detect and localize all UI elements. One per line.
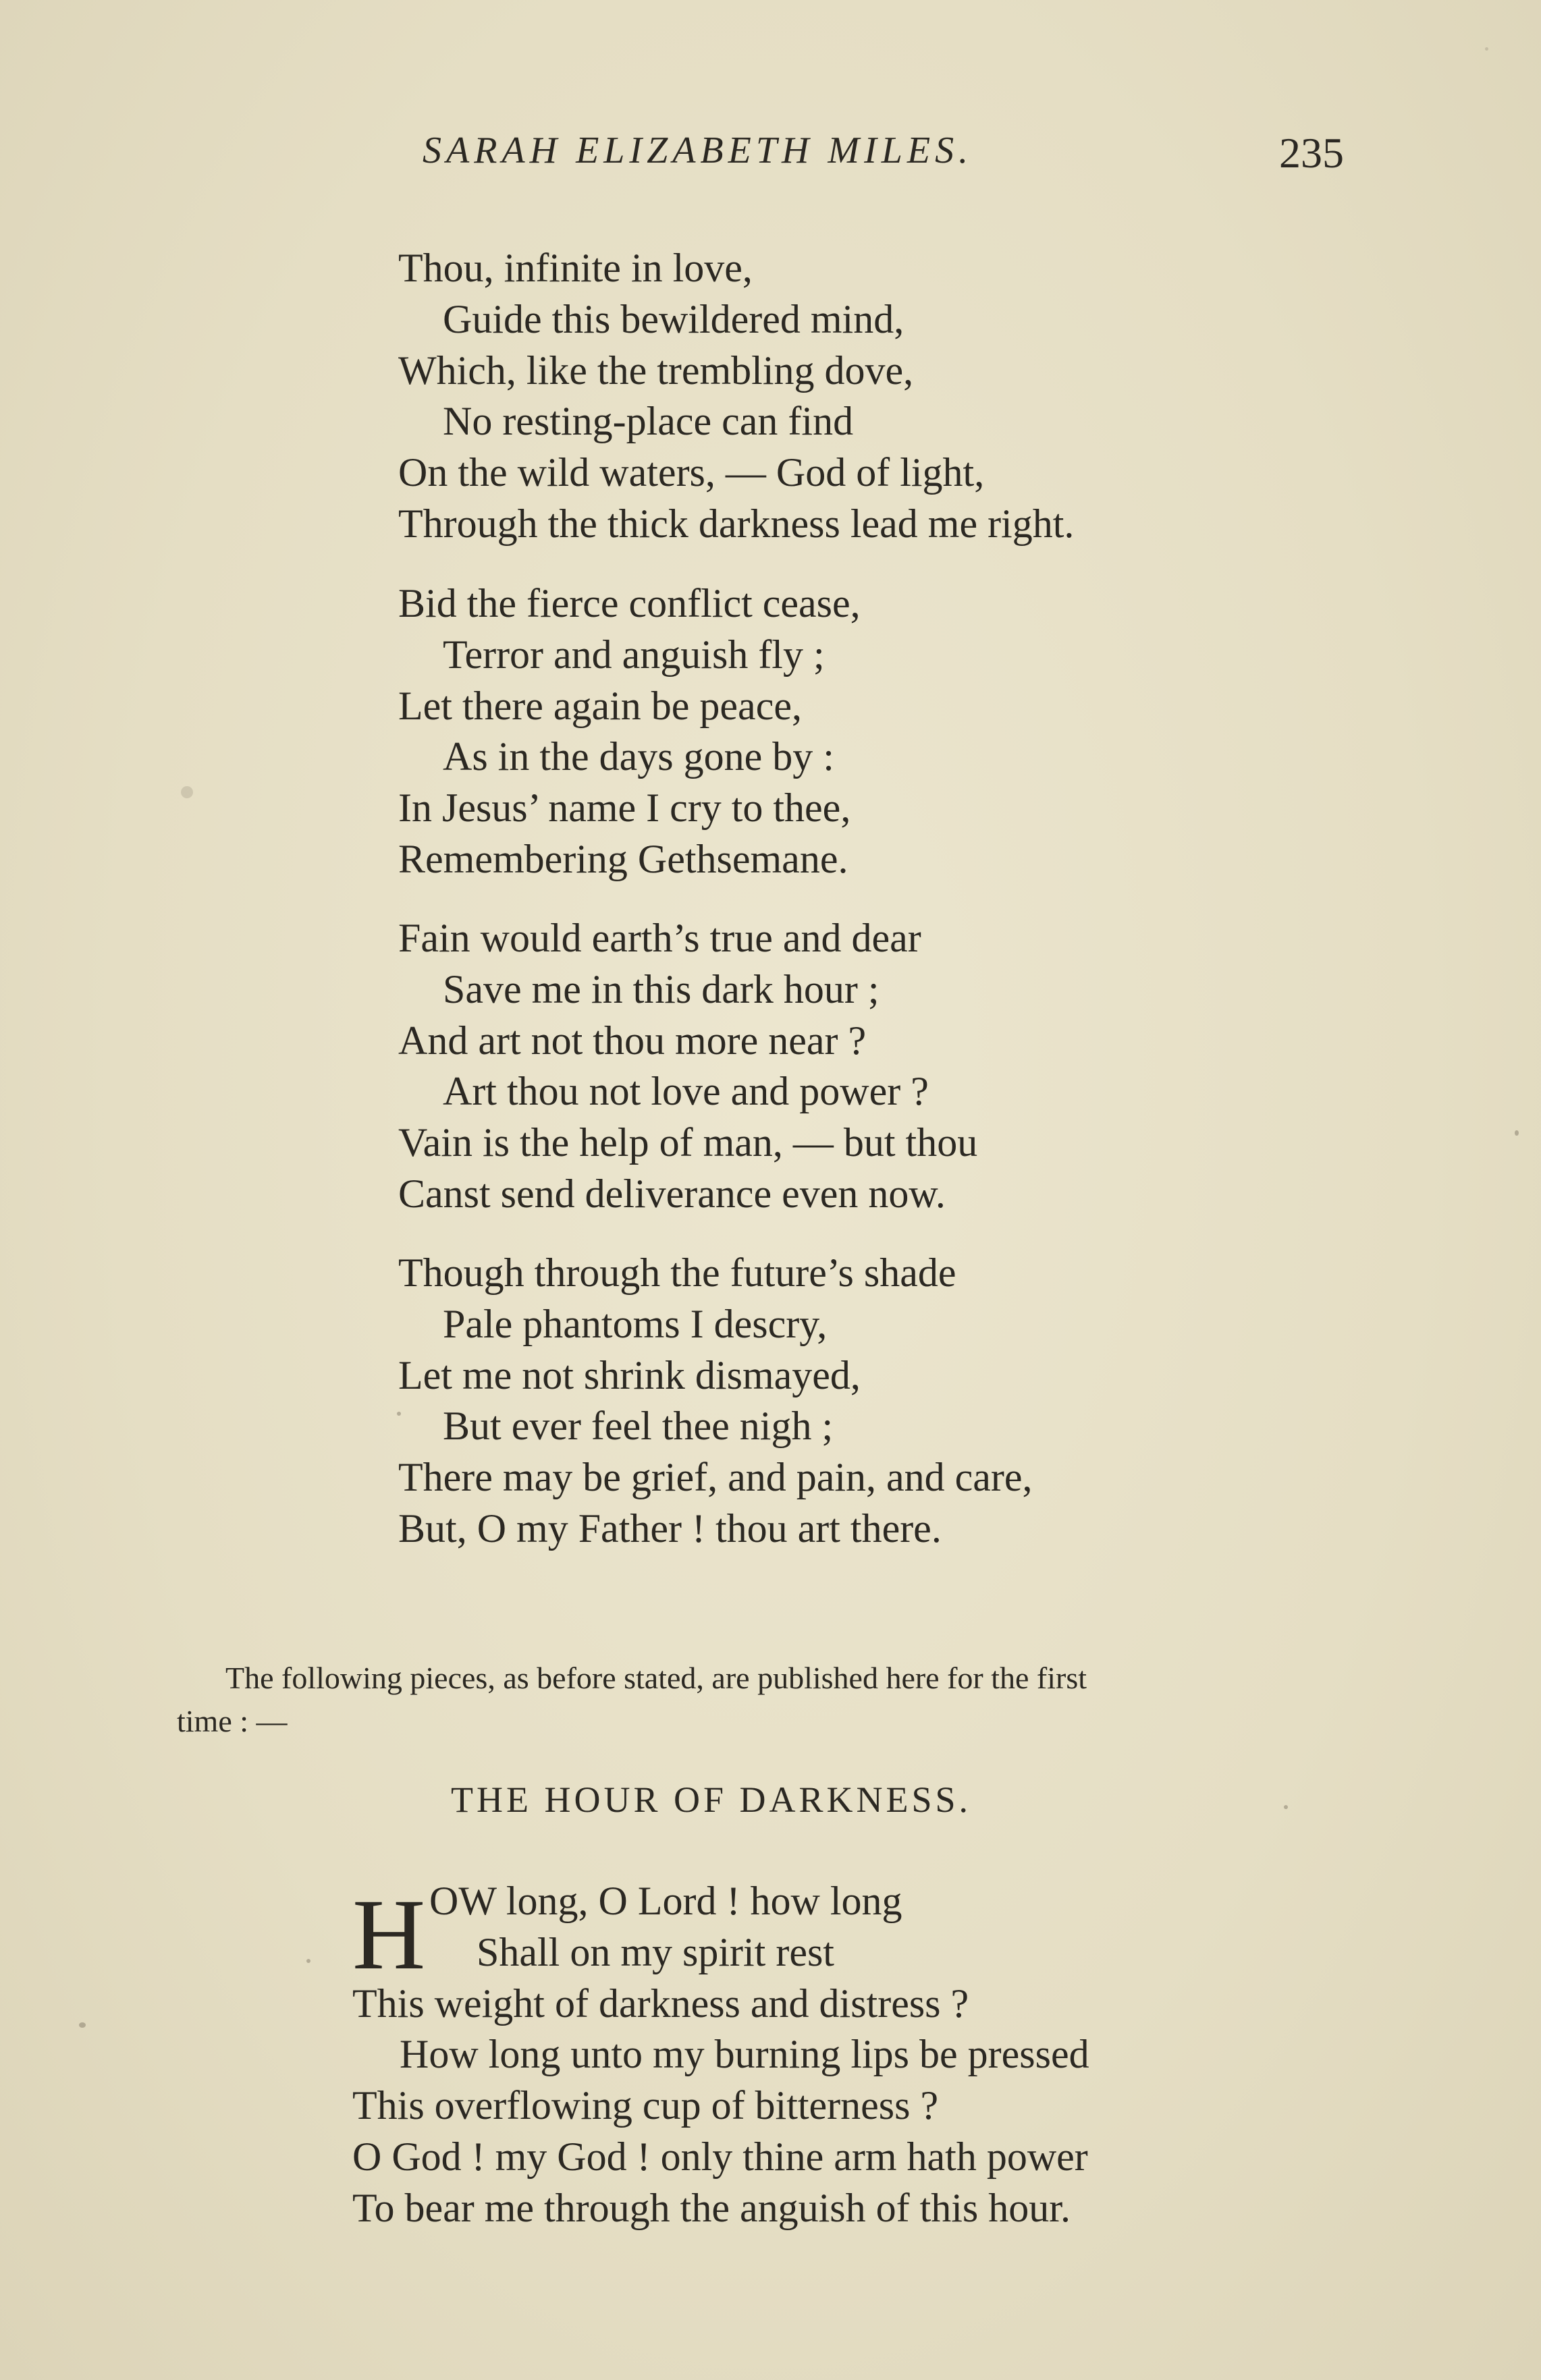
poem-hour-of-darkness	[352, 1876, 1089, 2234]
verse-line: Bid the fierce conflict cease,	[398, 581, 861, 626]
verse-line: Let there again be peace,	[398, 683, 802, 728]
verse-line: On the wild waters, — God of light,	[398, 450, 985, 495]
verse-line: But, O my Father ! thou art there.	[398, 1505, 942, 1551]
verse-line: Let me not shrink dismayed,	[398, 1352, 861, 1397]
verse-line: Pale phantoms I descry,	[443, 1301, 828, 1346]
poem-title: THE HOUR OF DARKNESS.	[451, 1779, 972, 1820]
verse-line: Art thou not love and power ?	[443, 1069, 929, 1114]
verse-line: Vain is the help of man, — but thou	[398, 1120, 978, 1165]
page-number: 235	[1279, 129, 1344, 177]
stanza-1	[398, 243, 1074, 550]
verse-line: OW long, O Lord ! how long	[429, 1879, 902, 1923]
paper-speck	[181, 786, 193, 798]
stanza-3	[398, 913, 977, 1220]
verse-line: This overflowing cup of bitterness ?	[352, 2083, 939, 2128]
verse-line: How long unto my burning lips be pressed	[400, 2032, 1089, 2077]
paper-speck	[397, 1412, 401, 1416]
verse-line: Thou, infinite in love,	[398, 246, 753, 290]
verse-line: Remembering Gethsemane.	[398, 836, 848, 881]
verse-line: Guide this bewildered mind,	[443, 296, 904, 341]
verse-line: But ever feel thee nigh ;	[443, 1404, 834, 1449]
verse-line: Fain would earth’s true and dear	[398, 916, 921, 960]
verse-line: As in the days gone by :	[443, 734, 834, 779]
verse-line: O God ! my God ! only thine arm hath power	[352, 2134, 1088, 2179]
verse-line: In Jesus’ name I cry to thee,	[398, 785, 851, 831]
verse-line: Save me in this dark hour ;	[443, 966, 880, 1012]
paper-speck	[1515, 1130, 1519, 1136]
paper-speck	[1485, 47, 1488, 51]
drop-cap: H	[352, 1879, 426, 1991]
paper-speck	[306, 1959, 310, 1963]
verse-line: Through the thick darkness lead me right.	[398, 501, 1075, 546]
paper-speck	[79, 2022, 86, 2028]
note-line: time : —	[177, 1704, 288, 1738]
verse-line: Terror and anguish fly ;	[443, 632, 825, 677]
editorial-note	[177, 1657, 1365, 1743]
verse-line: Though through the future’s shade	[398, 1250, 956, 1295]
stanza-4	[398, 1248, 1033, 1555]
verse-line: This weight of darkness and distress ?	[352, 1981, 969, 2026]
verse-line: No resting-place can find	[443, 399, 854, 444]
running-head-title: SARAH ELIZABETH MILES.	[423, 130, 973, 171]
stanza-2	[398, 578, 861, 885]
verse-line: Shall on my spirit rest	[477, 1929, 834, 1974]
note-line: The following pieces, as before stated, are published here for the first	[225, 1661, 1087, 1695]
verse-line: There may be grief, and pain, and care,	[398, 1455, 1033, 1500]
verse-line: Canst send deliverance even now.	[398, 1171, 946, 1216]
paper-speck	[1284, 1805, 1288, 1809]
verse-line: To bear me through the anguish of this hour.	[352, 2185, 1071, 2230]
verse-line: Which, like the trembling dove,	[398, 348, 914, 393]
verse-line: And art not thou more near ?	[398, 1018, 867, 1063]
